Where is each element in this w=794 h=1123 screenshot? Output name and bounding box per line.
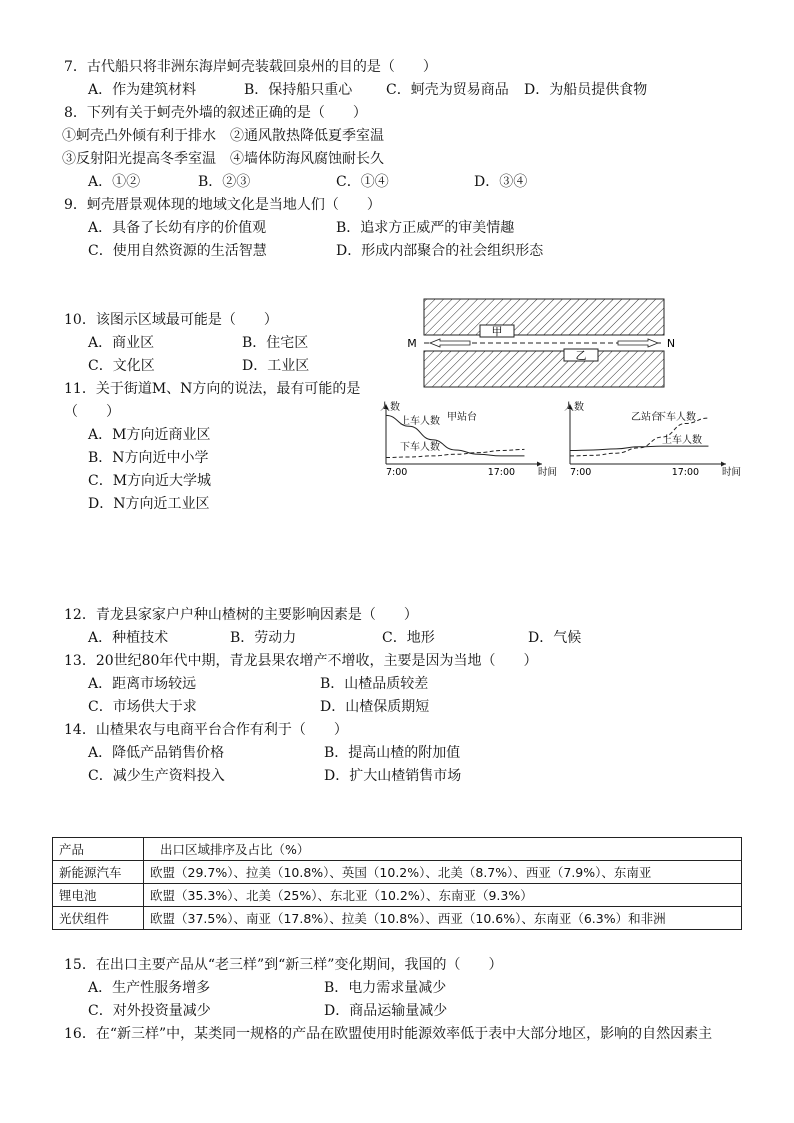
table-cell: 欧盟（29.7%）、拉美（10.8%）、英国（10.2%）、北美（8.7%）、西亚（7.9%）、东南亚 <box>144 861 742 884</box>
q10-option-b: B．住宅区 <box>242 335 309 351</box>
table-cell: 欧盟（35.3%）、北美（25%）、东北亚（10.2%）、东南亚（9.3%） <box>144 884 742 907</box>
q13-option-b: B．山楂品质较差 <box>320 676 429 692</box>
table-row <box>53 907 742 930</box>
q14-option-d: D．扩大山楂销售市场 <box>324 768 462 784</box>
table-cell: 欧盟（37.5%）、南亚（17.8%）、拉美（10.8%）、西亚（10.6%）、东南亚（6.3%）和非洲 <box>144 907 742 930</box>
chart-title: 甲站台 <box>447 412 477 423</box>
q10-option-c: C．文化区 <box>88 358 155 374</box>
q11-option-b: B．N方向近中小学 <box>88 450 209 466</box>
q13-option-a: A．距离市场较远 <box>88 676 197 692</box>
y-axis-label: 人数 <box>564 402 584 413</box>
table-row <box>53 884 742 907</box>
stop-b-label: 乙 <box>575 349 587 362</box>
x-axis-label: 时间 <box>538 467 558 478</box>
table-header-row <box>53 838 742 861</box>
q15-option-c: C．对外投资量减少 <box>88 1003 211 1019</box>
q15-option-d: D．商品运输量减少 <box>324 1003 448 1019</box>
table-cell: 新能源汽车 <box>53 861 144 884</box>
q9-option-a: A．具备了长幼有序的价值观 <box>88 220 267 236</box>
q14-option-c: C．减少生产资料投入 <box>88 768 225 784</box>
x-tick-label: 17:00 <box>487 467 516 478</box>
q9-stem: 9．蚵壳厝景观体现的地域文化是当地人们（ ） <box>64 197 381 213</box>
q11-option-d: D．N方向近工业区 <box>88 496 210 512</box>
direction-m-label: M <box>407 337 417 350</box>
series-line-boarding <box>570 446 708 450</box>
q12-option-a: A．种植技术 <box>88 630 169 646</box>
q9-option-b: B．追求方正威严的审美情趣 <box>336 220 515 236</box>
q8-option-b: B．②③ <box>198 174 251 190</box>
q16-stem: 16．在“新三样”中，某类同一规格的产品在欧盟使用时能源效率低于表中大部分地区，影响的自然因素主 <box>64 1026 713 1042</box>
q7-option-a: A．作为建筑材料 <box>88 82 197 98</box>
export-table <box>52 837 742 930</box>
direction-n-label: N <box>666 337 676 350</box>
q14-option-b: B．提高山楂的附加值 <box>324 745 461 761</box>
q10-option-d: D．工业区 <box>242 358 310 374</box>
arrow-to-m <box>430 339 470 347</box>
q10-stem: 10．该图示区域最可能是（ ） <box>64 312 278 328</box>
q8-stem: 8．下列有关于蚵壳外墙的叙述正确的是（ ） <box>64 105 367 121</box>
series-label: 下车人数 <box>400 442 440 453</box>
q7-option-b: B．保持船只重心 <box>244 82 353 98</box>
q8-option-d: D．③④ <box>474 174 528 190</box>
series-label: 下车人数 <box>656 412 696 423</box>
table-cell: 光伏组件 <box>53 907 144 930</box>
table-row <box>53 861 742 884</box>
q14-stem: 14．山楂果农与电商平台合作有利于（ ） <box>64 722 348 738</box>
q8-item-line: ③反射阳光提高冬季室温 ④墙体防海风腐蚀耐长久 <box>62 151 384 167</box>
arrow-to-n <box>618 339 658 347</box>
q15-option-a: A．生产性服务增多 <box>88 980 211 996</box>
q8-item-line: ①蚵壳凸外倾有利于排水 ②通风散热降低夏季室温 <box>62 128 384 144</box>
street-figure <box>404 296 678 392</box>
q12-stem: 12．青龙县家家户户种山楂树的主要影响因素是（ ） <box>64 607 418 623</box>
table-header-cell: 产品 <box>53 838 144 861</box>
series-label: 上车人数 <box>662 435 702 446</box>
stop-a-label: 甲 <box>491 325 503 338</box>
q11-option-c: C．M方向近大学城 <box>88 473 212 489</box>
building-block-top <box>424 299 664 335</box>
x-axis-label: 时间 <box>722 467 742 478</box>
x-axis-arrow <box>537 462 542 467</box>
q12-option-c: C．地形 <box>382 630 435 646</box>
building-block-bottom <box>424 351 664 387</box>
q11-stem: 11．关于街道M、N方向的说法，最有可能的是 <box>64 381 361 397</box>
q8-option-a: A．①② <box>88 174 141 190</box>
chart-station-a <box>372 400 558 482</box>
q9-option-c: C．使用自然资源的生活智慧 <box>88 243 267 259</box>
q13-option-c: C．市场供大于求 <box>88 699 197 715</box>
series-label: 上车人数 <box>400 416 440 427</box>
q8-option-c: C．①④ <box>336 174 389 190</box>
q10-option-a: A．商业区 <box>88 335 155 351</box>
q11-option-a: A．M方向近商业区 <box>88 427 211 443</box>
q7-stem: 7．古代船只将非洲东海岸蚵壳装载回泉州的目的是（ ） <box>64 59 437 75</box>
q13-option-d: D．山楂保质期短 <box>320 699 430 715</box>
x-tick-label: 7:00 <box>386 467 408 478</box>
q7-option-c: C．蚵壳为贸易商品 <box>386 82 509 98</box>
q9-option-d: D．形成内部聚合的社会组织形态 <box>336 243 544 259</box>
table-header-cell: 出口区域排序及占比（%） <box>144 838 742 861</box>
q14-option-a: A．降低产品销售价格 <box>88 745 225 761</box>
chart-title: 乙站台 <box>631 412 661 423</box>
x-tick-label: 7:00 <box>570 467 592 478</box>
x-axis-arrow <box>721 462 726 467</box>
chart-station-b <box>556 400 742 482</box>
q15-option-b: B．电力需求量减少 <box>324 980 447 996</box>
y-axis-label: 人数 <box>380 402 400 413</box>
q7-option-d: D．为船员提供食物 <box>524 82 648 98</box>
q11-stem-paren: （ ） <box>64 404 120 420</box>
q15-stem: 15．在出口主要产品从“老三样”到“新三样”变化期间，我国的（ ） <box>64 957 503 973</box>
q12-option-b: B．劳动力 <box>230 630 297 646</box>
q12-option-d: D．气候 <box>528 630 582 646</box>
q13-stem: 13．20世纪80年代中期，青龙县果农增产不增收，主要是因为当地（ ） <box>64 653 538 669</box>
table-cell: 锂电池 <box>53 884 144 907</box>
x-tick-label: 17:00 <box>671 467 700 478</box>
